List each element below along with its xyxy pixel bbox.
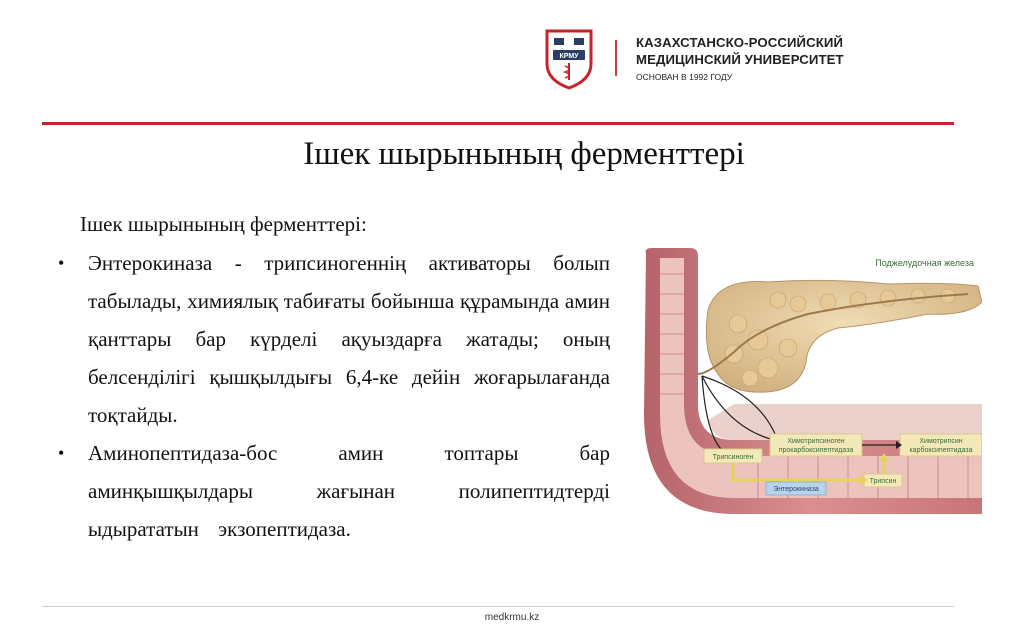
university-logo	[544, 28, 594, 90]
enterokinase-label: Энтерокиназа	[773, 486, 819, 493]
trypsin-label: Трипсин	[869, 478, 897, 485]
slide-subtitle: Ішек шырынының ферменттері:	[80, 212, 367, 236]
bullet-item	[58, 434, 610, 548]
procarboxypeptidase-label: прокарбоксипептидаза	[778, 447, 854, 454]
university-name-line1: КАЗАХСТАНСКО-РОССИЙСКИЙ	[636, 35, 844, 50]
pancreas-label: Поджелудочная железа	[875, 258, 974, 268]
bullet-item	[58, 244, 610, 434]
logo-text: КРМУ	[559, 53, 579, 60]
bullet-text: Аминопептидаза-бос амин топтары бар аминқышқылдары жағынан полипептидтерді ыдырататын экзопептидаза.	[88, 441, 610, 541]
university-name-line2: МЕДИЦИНСКИЙ УНИВЕРСИТЕТ	[636, 52, 844, 67]
slide-title: Ішек шырынының ферменттері	[303, 136, 745, 172]
university-name	[636, 34, 844, 68]
bullet-dot-icon: •	[58, 443, 65, 463]
header-rule	[42, 122, 954, 125]
bullet-dot-icon: •	[58, 253, 65, 273]
trypsinogen-label: Трипсиноген	[712, 454, 754, 461]
chymotrypsin-label: Химотрипсин	[919, 438, 963, 445]
carboxypeptidase-label: карбоксипептидаза	[909, 447, 973, 454]
bullet-text: Энтерокиназа - трипсиногеннің активаторы болып табылады, химиялық табиғаты бойынша құрамында амин қанттары бар күрделі ақуыздарға жатады; оның белсенділігі қышқылдығы 6,4-ке дейін жоғарылағанда тоқтайды.	[88, 251, 610, 427]
university-founded: ОСНОВАН В 1992 ГОДУ	[636, 72, 733, 82]
footer-rule	[42, 606, 954, 607]
pancreas-intestine-illustration	[638, 244, 982, 520]
header-divider	[615, 40, 617, 76]
chymotrypsinogen-label: Химотрипсиноген	[787, 438, 845, 445]
footer-site: medkrmu.kz	[484, 612, 540, 623]
bullet-list	[58, 244, 610, 548]
